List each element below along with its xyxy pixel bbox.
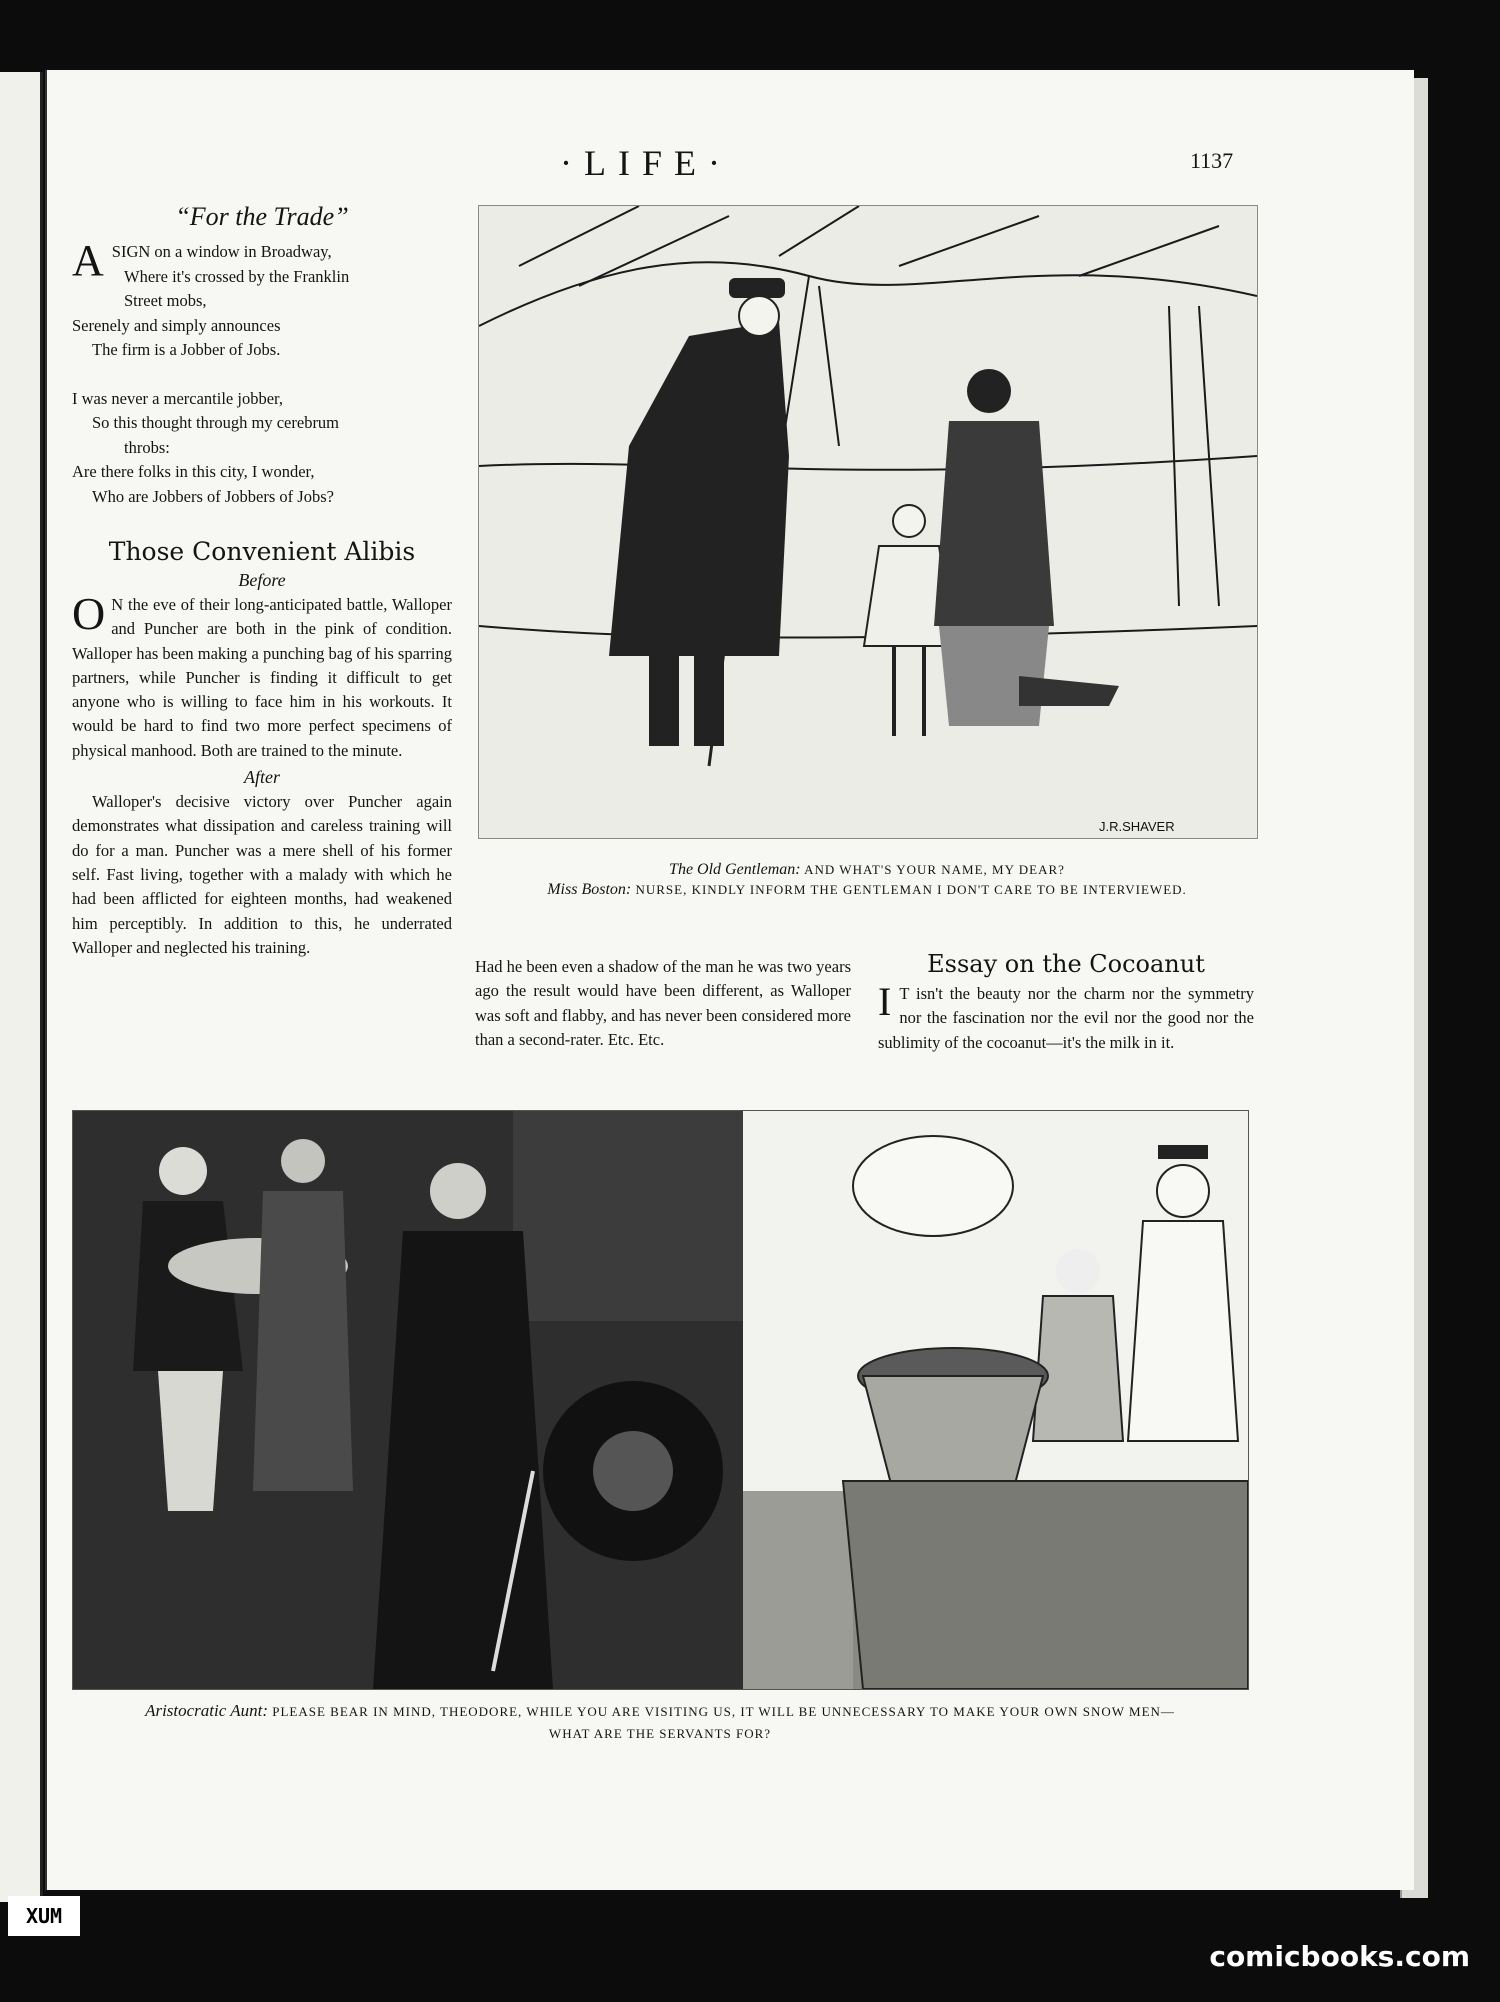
poem-line: Street mobs, [124, 291, 207, 310]
poem-line: So this thought through my cerebrum [92, 413, 340, 432]
before-text: N the eve of their long-anticipated battle, Walloper and Puncher are both in the pink of condition. Walloper has been making a punching bag of his sparring partners, while Puncher is finding it difficult to get anyone who is willing to face him in his workouts. It would be hard to find two more perfect specimens of physical manhood. Both are trained to the minute. [72, 595, 452, 760]
before-dropcap: O [72, 588, 106, 639]
poem-line: SIGN on a window in Broadway, [111, 242, 332, 261]
after-text: Walloper's decisive victory over Puncher again demonstrates what dissipation and careless training will do for a man. Puncher was a mere shell of his former self. Fast living, together with a malady with which he had been afflicted for eighteen months, had weakened him perceptibly. In addition to this, he underrated Walloper and neglected his training. [72, 792, 452, 957]
corner-label: XUM [8, 1896, 80, 1936]
caption-text: AND WHAT'S YOUR NAME, MY DEAR? [804, 862, 1065, 877]
caption-text: NURSE, KINDLY INFORM THE GENTLEMAN I DON'T CARE TO BE INTERVIEWED. [635, 882, 1187, 897]
caption-line [478, 860, 1256, 880]
middle-column [475, 955, 851, 1052]
cartoon-old-gentleman [478, 205, 1258, 839]
caption2-text: PLEASE BEAR IN MIND, THEODORE, WHILE YOU ARE VISITING US, IT WILL BE UNNECESSARY TO MAKE YOUR OWN SNOW MEN—WHAT ARE THE SERVANTS FOR? [272, 1704, 1175, 1741]
cartoon-aristocratic-aunt [72, 1110, 1249, 1690]
after-label: After [244, 767, 280, 788]
poem-line: Are there folks in this city, I wonder, [72, 462, 315, 481]
essay-paragraph [878, 979, 1254, 1055]
poem-stanza-2 [72, 387, 452, 510]
page-number: 1137 [1190, 148, 1234, 173]
caption-speaker: The Old Gentleman: [669, 861, 801, 878]
poem-dropcap: A [72, 236, 104, 285]
essay-title: Essay on the Cocoanut [927, 950, 1205, 978]
essay-dropcap: I [878, 979, 892, 1024]
caption-speaker: Miss Boston: [547, 881, 632, 898]
cartoon2-caption [140, 1700, 1180, 1745]
cartoon1-signature: J.R.SHAVER [1099, 819, 1175, 834]
left-column [72, 200, 452, 960]
masthead: ·LIFE· [560, 143, 732, 183]
watermark: comicbooks.com [1209, 1940, 1470, 1973]
poem-stanza-1 [72, 236, 452, 363]
right-column [878, 950, 1254, 1055]
poem-line: throbs: [124, 437, 170, 457]
alibis-title: Those Convenient Alibis [108, 537, 416, 566]
before-paragraph [72, 588, 452, 763]
cartoon1-caption [478, 860, 1256, 900]
left-page-edge [0, 72, 43, 1902]
poem-line: The firm is a Jobber of Jobs. [92, 340, 281, 359]
poem-line: Who are Jobbers of Jobbers of Jobs? [92, 486, 334, 506]
before-label: Before [238, 570, 286, 590]
cartoon-aristocratic-aunt-illustration [73, 1111, 1248, 1689]
after-paragraph [72, 790, 452, 960]
poem-line: Serenely and simply announces [72, 315, 281, 335]
caption2-speaker: Aristocratic Aunt: [145, 1701, 269, 1720]
caption-line [478, 880, 1256, 900]
essay-text: T isn't the beauty nor the charm nor the symmetry nor the fascination nor the evil nor the good nor the sublimity of the cocoanut—it's the milk in it. [878, 984, 1254, 1052]
poem-title: “For the Trade” [175, 202, 349, 231]
poem-line: Where it's crossed by the Franklin [124, 266, 350, 286]
poem-line: I was never a mercantile jobber, [72, 388, 283, 408]
continued-paragraph: Had he been even a shadow of the man he was two years ago the result would have been different, as Walloper was soft and flabby, and has never been considered more than a second-rater. Etc. Etc. [475, 957, 851, 1049]
cartoon-old-gentleman-illustration [479, 206, 1257, 838]
